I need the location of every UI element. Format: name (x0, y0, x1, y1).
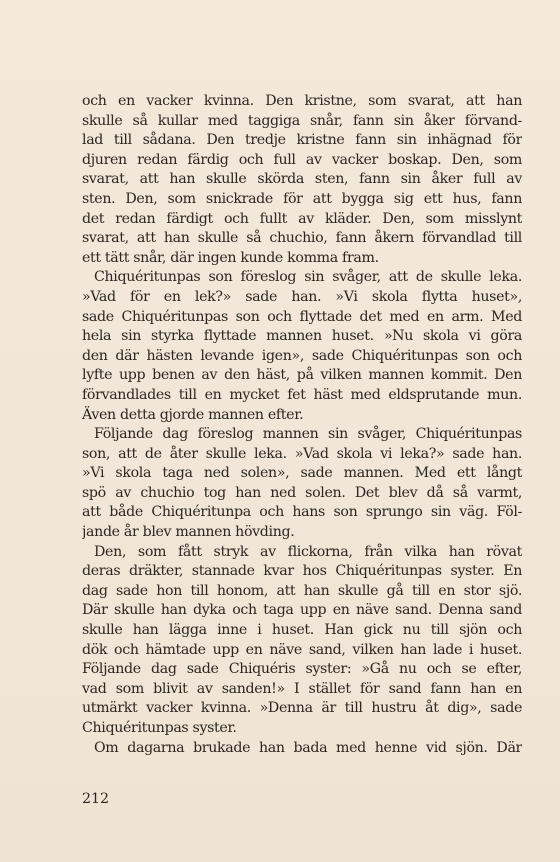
text-line: Chiquéritunpas son föreslog sin svåger, att de skulle leka. (94, 269, 522, 286)
text-line: Även detta gjorde mannen efter. (82, 406, 304, 423)
text-line: Chiquéritunpas syster. (82, 720, 237, 736)
text-line: Följande dag föreslog mannen sin svåger, Chiquéritunpas (94, 426, 522, 443)
text-line: svarat, att han skulle skörda sten, fann sin åker full av (82, 171, 522, 188)
text-line: utmärkt vacker kvinna. »Denna är till hustru åt dig», sade (82, 700, 522, 717)
text-line: »Vad för en lek?» sade han. »Vi skola flytta huset», (82, 288, 522, 305)
text-line: det redan färdigt och fullt av kläder. Den, som misslynt (82, 210, 522, 227)
text-line: hela sin styrka flyttade mannen huset. »Nu skola vi göra (82, 328, 522, 345)
text-line: skulle så kullar med taggiga snår, fann sin åker förvand- (82, 112, 522, 129)
text-line: Om dagarna brukade han bada med henne vid sjön. Där (94, 739, 522, 756)
text-line: svarat, att han skulle så chuchio, fann åkern förvandlad till (82, 230, 522, 247)
text-line: ett tätt snår, där ingen kunde komma fram. (82, 249, 379, 266)
text-line: Följande dag sade Chiquéris syster: »Gå nu och se efter, (82, 661, 522, 678)
text-line: lad till sådana. Den tredje kristne fann sin inhägnad för (82, 132, 522, 149)
text-line: Den, som fått stryk av flickorna, från vilka han rövat (94, 543, 522, 560)
text-line: sade Chiquéritunpas son och flyttade det med en arm. Med (82, 308, 522, 325)
text-line: dag sade hon till honom, att han skulle gå till en stor sjö. (82, 582, 522, 599)
text-line: att både Chiquéritunpa och hans son sprungo sin väg. Föl- (82, 504, 522, 521)
text-line: skulle han lägga inne i huset. Han gick nu till sjön och (82, 622, 522, 639)
text-line: lyfte upp benen av den häst, på vilken mannen kommit. Den (82, 367, 522, 384)
text-line: sten. Den, som snickrade för att bygga sig ett hus, fann (82, 190, 522, 207)
page-number: 212 (82, 791, 110, 807)
text-line: jande år blev mannen hövding. (82, 524, 295, 541)
text-line: djuren redan färdig och full av vacker boskap. Den, som (82, 151, 522, 168)
text-line: och en vacker kvinna. Den kristne, som svarat, att han (82, 93, 522, 109)
text-line: förvandlades till en mycket fet häst med eldsprutande mun. (82, 386, 522, 403)
body-text (82, 92, 522, 758)
text-line: dök och hämtade upp en näve sand, vilken han lade i huset. (82, 641, 522, 658)
text-line: son, att de åter skulle leka. »Vad skola vi leka?» sade han. (82, 445, 522, 462)
text-line: Där skulle han dyka och taga upp en näve sand. Denna sand (82, 602, 522, 619)
text-line: »Vi skola taga ned solen», sade mannen. Med ett långt (82, 465, 522, 482)
text-line: den där hästen levande igen», sade Chiquéritunpas son och (82, 347, 522, 364)
text-line: deras dräkter, stannade kvar hos Chiquéritunpas syster. En (82, 563, 522, 580)
text-line: vad som blivit av sanden!» I stället för sand fann han en (82, 680, 522, 697)
text-line: spö av chuchio tog han ned solen. Det blev då så varmt, (82, 484, 522, 501)
